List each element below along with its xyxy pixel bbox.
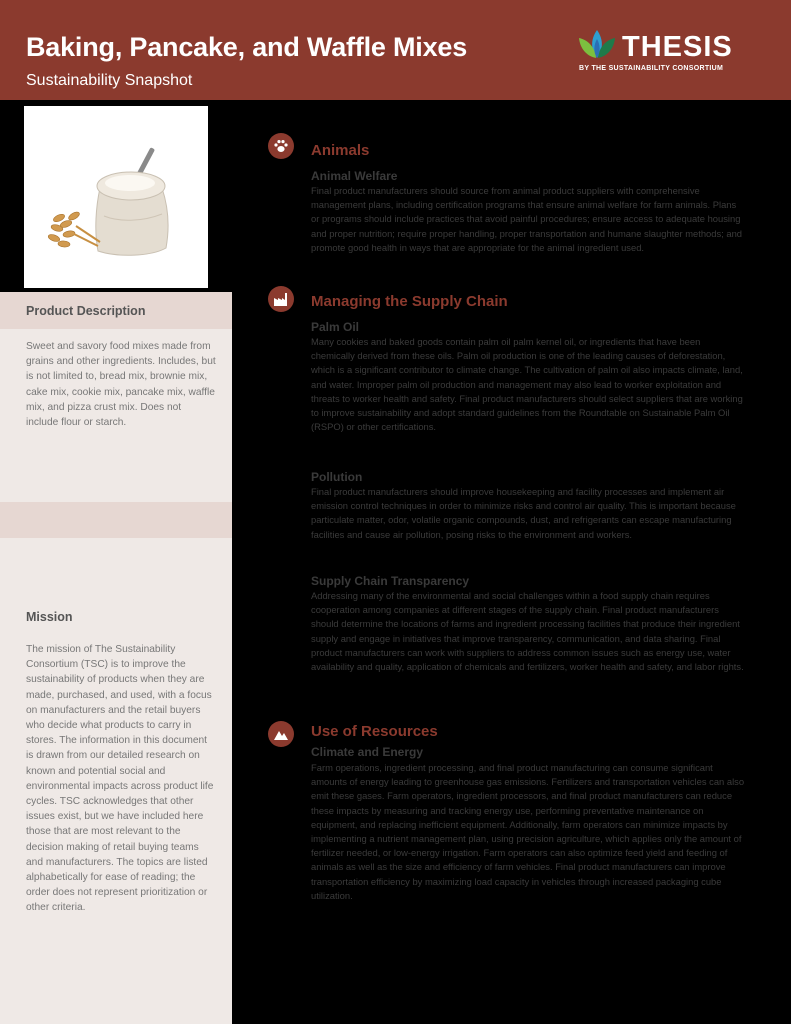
animals-badge [268,133,294,159]
mission-body [0,538,232,1024]
section-title-supply-chain: Managing the Supply Chain [311,293,508,310]
product-photo [24,106,208,288]
section-title-use-of-resources: Use of Resources [311,723,438,740]
product-description-text: Sweet and savory food mixes made from grains and other ingredients. Includes, but is not limited to, bread mix, brownie mix, cake mix, cookie mix, pancake mix, waffle mix, and pizza crust mix. Does not include flour or starch. [26,341,216,429]
page-subtitle: Sustainability Snapshot [26,72,193,89]
topic-title-animal-welfare: Animal Welfare [311,169,398,183]
topic-text-animal-welfare: Final product manufacturers should source from animal product suppliers with comprehensive management plans, including certification programs that ensure animal welfare for farm animals. Plans or programs should include practices that avoid painful procedures; ensure access to adequate housing and proper nutrition; require proper handling, proper transportation and humane slaughter methods; and promote good health in ways that are appropriate for the animal ingredient used. [311,185,743,253]
divider-band [0,502,232,538]
header-banner [0,0,791,100]
resources-badge [268,721,294,747]
main-content [232,100,791,1024]
page-title: Baking, Pancake, and Waffle Mixes [26,32,468,62]
factory-icon [273,291,289,307]
mountain-icon [273,726,289,742]
topic-text-supply-chain-transparency: Addressing many of the environmental and social challenges within a food supply chain requires cooperation among companies at different stages of the supply chain. Final product manufacturers should determine the locations of farms and ingredient processing facilities that produce their ingredient supply and engage in initiatives that improve transparency, communication, and data sharing. Final product manufacturers can work with suppliers to address common issues such as energy use, water availability and quality, application of chemicals and fertilizers, worker health and safety, and labor rights. [311,590,744,673]
topic-text-pollution: Final product manufacturers should improve housekeeping and facility processes and implement air emission control techniques in order to minimize risks and control air quality. This is important because particulate matter, odor, volatile organic compounds, dust, and refrigerants can escape manufacturing facilities and cause air pollution, posing risks to the environment and workers. [311,486,736,540]
left-sidebar [0,100,232,1024]
topic-title-climate-energy: Climate and Energy [311,745,424,759]
supply-chain-badge [268,286,294,312]
topic-title-pollution: Pollution [311,470,363,484]
logo-tagline: BY THE SUSTAINABILITY CONSORTIUM [579,65,724,72]
section-title-animals: Animals [311,142,370,159]
mission-text: The mission of The Sustainability Consortium (TSC) is to improve the sustainability of products when they are made, purchased, and used, with a focus on manufacturers and the retail buyers who decide what products to carry in stores. The information in this document is drawn from our detailed research on known and potential social and environmental impacts across product life cycles. TSC acknowledges that other issues exist, but we have included here those that are most relevant to the decision making of retail buying teams and manufacturers. The topics are listed alphabetically for ease of reading; the order does not represent prioritization or other criteria. [26,644,214,914]
logo-wordmark: THESIS [622,31,733,63]
paw-icon [273,138,289,154]
mission-title: Mission [26,610,73,624]
topic-text-palm-oil: Many cookies and baked goods contain palm oil palm kernel oil, or ingredients that have been chemically derived from these oils. Palm oil production is one of the leading causes of deforestation, which is a significant contributor to climate change. The cultivation of palm oil also impacts climate, land, and water. Improper palm oil production and management may also lead to worker exploitation and threats to worker health and safety. Final product manufacturers should select suppliers that are working to improve sustainability and adopt standard guidelines from the Roundtable on Sustainable Palm Oil (RSPO) or other certifications. [311,336,743,433]
product-description-title: Product Description [26,304,146,318]
thesis-logo [576,28,746,76]
topic-text-climate-energy: Farm operations, ingredient processing, and final product manufacturing can consume significant amounts of energy leading to greenhouse gas emissions. Fertilizers and transportation vehicles can also emit these gases. Farm operators, ingredient processors, and final product manufacturers can reduce these impacts by measuring and tracking energy use, performing preventative maintenance on equipment, and replacing inefficient equipment. Additionally, farm operators can minimize impacts by implementing a nutrient management plan, using precision agriculture, which applies only the amount of fertilizer needed, or low-energy irrigation. Farm operators can also optimize feed yield and feeding of animals as well as the size and efficiency of farm vehicles. Final product manufacturers can improve transportation efficiency by maximizing load capacity in vehicles through increased packaging cube utilization. [311,762,745,901]
product-description-body [0,329,232,502]
topic-title-supply-chain-transparency: Supply Chain Transparency [311,574,470,588]
leaf-logo-icon [576,28,618,60]
topic-title-palm-oil: Palm Oil [311,320,360,334]
product-description-header [0,292,232,329]
